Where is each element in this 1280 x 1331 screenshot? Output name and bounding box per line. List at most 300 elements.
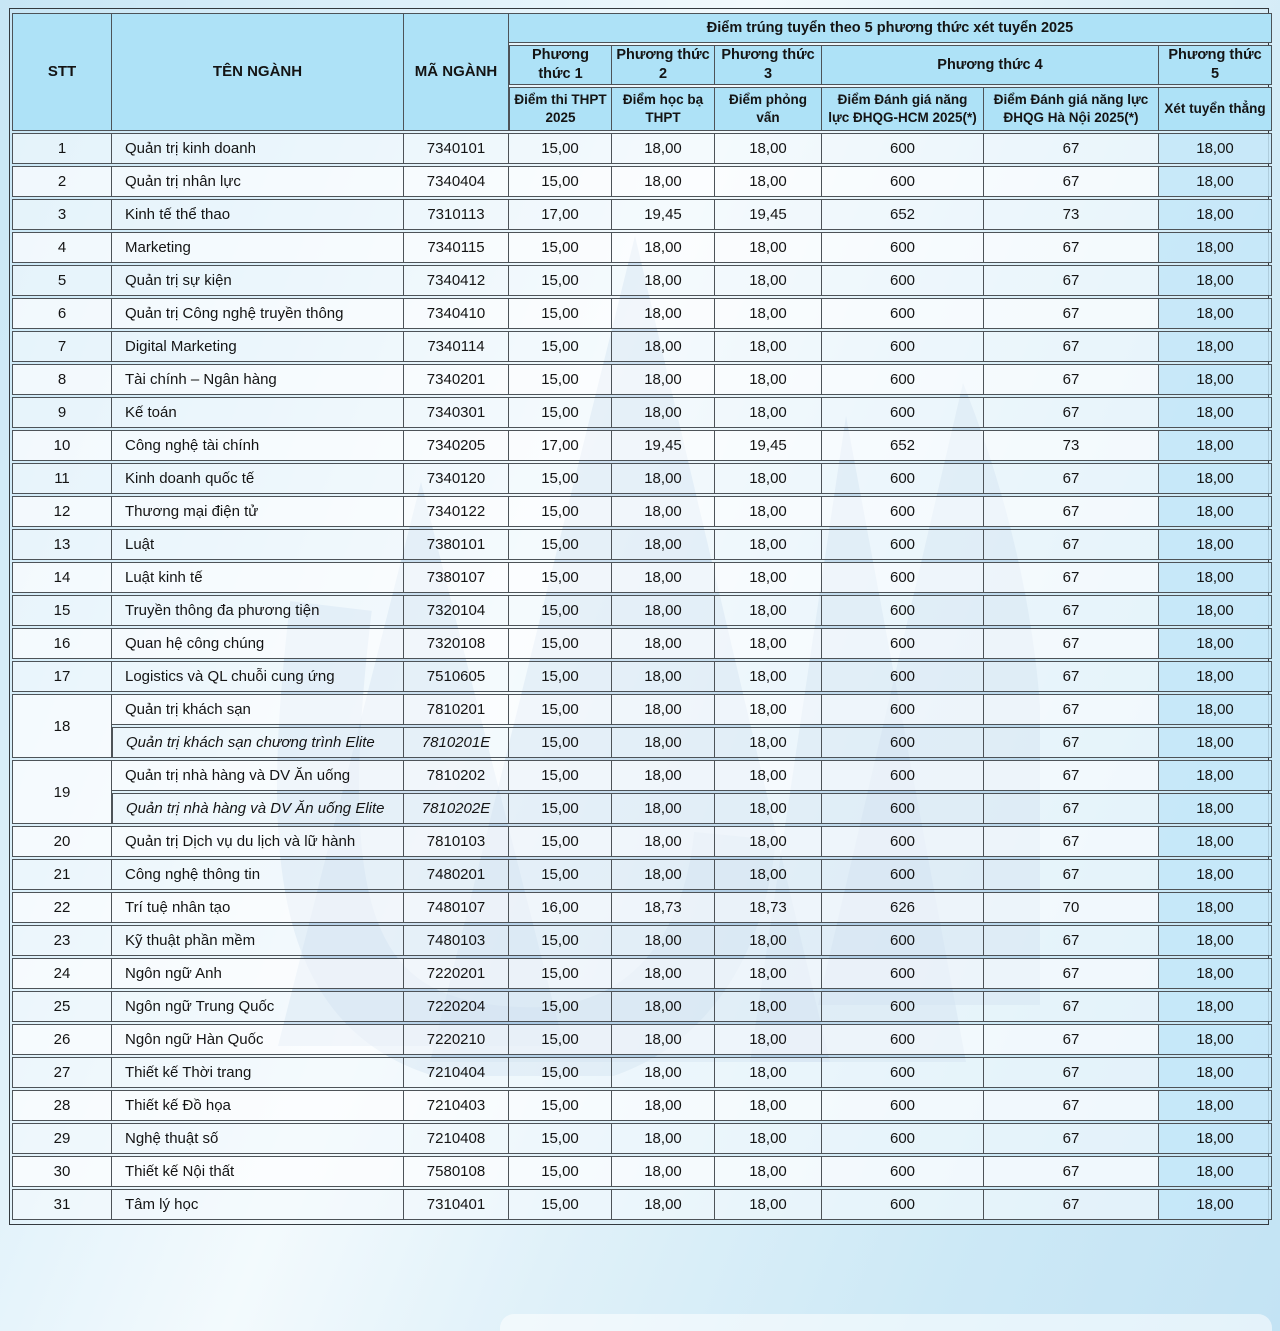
score-cell: 18,00 [1159, 1057, 1272, 1088]
major-name-cell: Kinh doanh quốc tế [112, 463, 404, 494]
score-cell: 18,00 [612, 1090, 715, 1121]
method-2-header: Phương thức 2 [612, 45, 715, 85]
major-name-cell: Luật kinh tế [112, 562, 404, 593]
table-row [12, 925, 1272, 956]
score-cell: 67 [984, 595, 1159, 626]
score-cell: 18,00 [612, 1189, 715, 1220]
major-name-cell: Ngôn ngữ Trung Quốc [112, 991, 404, 1022]
table-row [12, 199, 1272, 230]
score-cell: 18,00 [1159, 925, 1272, 956]
stt-cell: 16 [12, 628, 112, 659]
score-cell: 18,73 [612, 892, 715, 923]
score-cell: 67 [984, 1156, 1159, 1187]
major-name-cell: Quản trị sự kiện [112, 265, 404, 296]
stt-cell: 15 [12, 595, 112, 626]
score-cell: 67 [984, 364, 1159, 395]
score-cell: 18,00 [612, 265, 715, 296]
major-code-cell: 7480103 [404, 925, 509, 956]
major-code-cell: 7380107 [404, 562, 509, 593]
major-code-cell: 7810201E [404, 727, 509, 758]
score-cell: 67 [984, 727, 1159, 758]
score-cell: 18,00 [715, 133, 822, 164]
table-row [12, 529, 1272, 560]
score-cell: 18,00 [1159, 562, 1272, 593]
score-cell: 15,00 [509, 991, 612, 1022]
major-code-cell: 7210403 [404, 1090, 509, 1121]
score-cell: 600 [822, 463, 984, 494]
score-cell: 600 [822, 496, 984, 527]
table-row [12, 760, 1272, 791]
score-cell: 67 [984, 562, 1159, 593]
score-cell: 18,00 [612, 1057, 715, 1088]
score-cell: 15,00 [509, 529, 612, 560]
score-cell: 18,00 [715, 628, 822, 659]
score-cell: 18,00 [612, 166, 715, 197]
score-cell: 18,00 [715, 991, 822, 1022]
score-cell: 15,00 [509, 166, 612, 197]
score-cell: 600 [822, 298, 984, 329]
major-code-cell: 7340410 [404, 298, 509, 329]
major-name-cell: Quản trị khách sạn [112, 694, 404, 725]
score-cell: 626 [822, 892, 984, 923]
score-cell: 18,00 [715, 463, 822, 494]
stt-cell: 29 [12, 1123, 112, 1154]
major-name-cell: Quản trị nhà hàng và DV Ăn uống [112, 760, 404, 791]
stt-cell: 10 [12, 430, 112, 461]
score-cell: 18,00 [715, 925, 822, 956]
score-cell: 600 [822, 727, 984, 758]
table-row [12, 859, 1272, 890]
column-header-ma-nganh: MÃ NGÀNH [404, 13, 509, 131]
score-cell: 15,00 [509, 298, 612, 329]
score-cell: 17,00 [509, 430, 612, 461]
major-name-cell: Trí tuệ nhân tạo [112, 892, 404, 923]
table-row [12, 166, 1272, 197]
score-cell: 15,00 [509, 496, 612, 527]
score-cell: 600 [822, 925, 984, 956]
subheader-dgnl-hcm: Điểm Đánh giá năng lực ĐHQG-HCM 2025(*) [822, 87, 984, 131]
major-name-cell: Kinh tế thể thao [112, 199, 404, 230]
score-cell: 67 [984, 529, 1159, 560]
major-code-cell: 7310113 [404, 199, 509, 230]
stt-cell: 9 [12, 397, 112, 428]
stt-cell: 19 [12, 760, 112, 824]
score-cell: 600 [822, 694, 984, 725]
score-cell: 67 [984, 397, 1159, 428]
score-cell: 600 [822, 958, 984, 989]
major-code-cell: 7340101 [404, 133, 509, 164]
score-cell: 18,00 [1159, 595, 1272, 626]
score-cell: 18,00 [1159, 265, 1272, 296]
major-code-cell: 7810202E [404, 793, 509, 824]
score-cell: 18,00 [715, 826, 822, 857]
score-cell: 67 [984, 463, 1159, 494]
table-row [12, 826, 1272, 857]
score-cell: 18,00 [1159, 397, 1272, 428]
score-cell: 16,00 [509, 892, 612, 923]
score-cell: 18,00 [715, 529, 822, 560]
major-name-cell: Thiết kế Thời trang [112, 1057, 404, 1088]
score-cell: 18,00 [715, 166, 822, 197]
major-name-cell: Tâm lý học [112, 1189, 404, 1220]
score-cell: 18,00 [1159, 958, 1272, 989]
major-code-cell: 7320108 [404, 628, 509, 659]
table-row [12, 661, 1272, 692]
score-cell: 15,00 [509, 1057, 612, 1088]
score-cell: 18,00 [1159, 1189, 1272, 1220]
score-cell: 15,00 [509, 397, 612, 428]
table-row [12, 463, 1272, 494]
score-cell: 18,00 [715, 760, 822, 791]
score-cell: 67 [984, 1189, 1159, 1220]
score-cell: 18,00 [715, 793, 822, 824]
score-cell: 15,00 [509, 562, 612, 593]
score-cell: 18,00 [612, 133, 715, 164]
score-cell: 18,00 [612, 694, 715, 725]
table-row [12, 562, 1272, 593]
table-row [12, 298, 1272, 329]
score-cell: 67 [984, 793, 1159, 824]
score-cell: 73 [984, 430, 1159, 461]
score-cell: 18,00 [612, 826, 715, 857]
score-cell: 18,00 [612, 364, 715, 395]
table-row [12, 397, 1272, 428]
score-cell: 15,00 [509, 133, 612, 164]
major-code-cell: 7340114 [404, 331, 509, 362]
score-cell: 15,00 [509, 694, 612, 725]
score-cell: 67 [984, 1057, 1159, 1088]
score-cell: 18,00 [1159, 166, 1272, 197]
stt-cell: 5 [12, 265, 112, 296]
score-cell: 67 [984, 628, 1159, 659]
score-cell: 18,00 [1159, 1090, 1272, 1121]
score-cell: 600 [822, 232, 984, 263]
stt-cell: 6 [12, 298, 112, 329]
major-name-cell: Marketing [112, 232, 404, 263]
score-cell: 600 [822, 859, 984, 890]
stt-cell: 28 [12, 1090, 112, 1121]
score-cell: 18,00 [715, 1057, 822, 1088]
major-name-cell: Logistics và QL chuỗi cung ứng [112, 661, 404, 692]
major-name-cell: Ngôn ngữ Anh [112, 958, 404, 989]
score-cell: 15,00 [509, 925, 612, 956]
major-name-cell: Digital Marketing [112, 331, 404, 362]
score-cell: 600 [822, 760, 984, 791]
stt-cell: 26 [12, 1024, 112, 1055]
major-name-cell: Ngôn ngữ Hàn Quốc [112, 1024, 404, 1055]
table-row [12, 958, 1272, 989]
score-cell: 67 [984, 496, 1159, 527]
major-code-cell: 7340122 [404, 496, 509, 527]
table-row [12, 694, 1272, 725]
score-cell: 18,00 [715, 661, 822, 692]
score-cell: 67 [984, 991, 1159, 1022]
major-name-cell: Quản trị nhân lực [112, 166, 404, 197]
score-cell: 18,00 [715, 364, 822, 395]
score-cell: 18,00 [1159, 1024, 1272, 1055]
score-cell: 18,00 [612, 859, 715, 890]
score-cell: 15,00 [509, 661, 612, 692]
score-cell: 15,00 [509, 595, 612, 626]
score-cell: 18,00 [612, 925, 715, 956]
score-cell: 18,00 [1159, 727, 1272, 758]
bottom-card-edge [500, 1314, 1272, 1331]
score-cell: 15,00 [509, 265, 612, 296]
score-cell: 67 [984, 331, 1159, 362]
score-cell: 18,00 [715, 298, 822, 329]
score-cell: 600 [822, 628, 984, 659]
score-cell: 18,00 [612, 628, 715, 659]
score-cell: 18,00 [612, 529, 715, 560]
major-code-cell: 7340205 [404, 430, 509, 461]
score-cell: 18,00 [612, 331, 715, 362]
score-cell: 18,00 [1159, 430, 1272, 461]
method-5-header: Phương thức 5 [1159, 45, 1272, 85]
score-cell: 18,00 [715, 331, 822, 362]
major-name-cell: Quản trị Công nghệ truyền thông [112, 298, 404, 329]
stt-cell: 8 [12, 364, 112, 395]
score-cell: 67 [984, 298, 1159, 329]
score-cell: 600 [822, 1057, 984, 1088]
stt-cell: 25 [12, 991, 112, 1022]
score-cell: 600 [822, 364, 984, 395]
table-row [12, 1123, 1272, 1154]
group-header-title: Điểm trúng tuyển theo 5 phương thức xét tuyển 2025 [509, 13, 1272, 43]
score-cell: 67 [984, 958, 1159, 989]
score-cell: 15,00 [509, 826, 612, 857]
score-cell: 18,00 [1159, 661, 1272, 692]
score-cell: 73 [984, 199, 1159, 230]
table-row [12, 331, 1272, 362]
major-name-cell: Quan hệ công chúng [112, 628, 404, 659]
subheader-interview-score: Điểm phỏng vấn [715, 87, 822, 131]
admissions-table-frame [9, 8, 1269, 1225]
stt-cell: 2 [12, 166, 112, 197]
score-cell: 18,00 [612, 232, 715, 263]
major-name-cell: Thiết kế Đồ họa [112, 1090, 404, 1121]
major-code-cell: 7810103 [404, 826, 509, 857]
score-cell: 15,00 [509, 1123, 612, 1154]
score-cell: 18,00 [1159, 298, 1272, 329]
score-cell: 18,00 [1159, 496, 1272, 527]
stt-cell: 20 [12, 826, 112, 857]
score-cell: 18,00 [612, 991, 715, 1022]
score-cell: 70 [984, 892, 1159, 923]
score-cell: 67 [984, 133, 1159, 164]
score-cell: 18,00 [612, 1123, 715, 1154]
method-1-header: Phương thức 1 [509, 45, 612, 85]
score-cell: 652 [822, 199, 984, 230]
score-cell: 18,00 [1159, 1123, 1272, 1154]
score-cell: 600 [822, 1090, 984, 1121]
score-cell: 600 [822, 1189, 984, 1220]
major-name-cell: Quản trị khách sạn chương trình Elite [112, 727, 404, 758]
score-cell: 15,00 [509, 1090, 612, 1121]
stt-cell: 22 [12, 892, 112, 923]
major-code-cell: 7340301 [404, 397, 509, 428]
score-cell: 18,00 [1159, 892, 1272, 923]
score-cell: 18,00 [612, 793, 715, 824]
score-cell: 600 [822, 331, 984, 362]
major-name-cell: Truyền thông đa phương tiện [112, 595, 404, 626]
score-cell: 600 [822, 166, 984, 197]
score-cell: 600 [822, 265, 984, 296]
major-code-cell: 7220210 [404, 1024, 509, 1055]
score-cell: 600 [822, 562, 984, 593]
score-cell: 18,00 [715, 859, 822, 890]
major-name-cell: Quản trị kinh doanh [112, 133, 404, 164]
score-cell: 18,00 [1159, 859, 1272, 890]
score-cell: 19,45 [612, 199, 715, 230]
score-cell: 15,00 [509, 760, 612, 791]
major-code-cell: 7340120 [404, 463, 509, 494]
table-row [12, 430, 1272, 461]
score-cell: 67 [984, 859, 1159, 890]
stt-cell: 12 [12, 496, 112, 527]
score-cell: 600 [822, 1123, 984, 1154]
score-cell: 67 [984, 760, 1159, 791]
score-cell: 15,00 [509, 331, 612, 362]
score-cell: 18,00 [612, 298, 715, 329]
score-cell: 18,00 [1159, 529, 1272, 560]
table-row [12, 595, 1272, 626]
score-cell: 18,00 [1159, 232, 1272, 263]
stt-cell: 17 [12, 661, 112, 692]
major-name-cell: Quản trị nhà hàng và DV Ăn uống Elite [112, 793, 404, 824]
major-code-cell: 7340201 [404, 364, 509, 395]
score-cell: 600 [822, 397, 984, 428]
score-cell: 18,00 [1159, 463, 1272, 494]
score-cell: 19,45 [715, 430, 822, 461]
stt-cell: 11 [12, 463, 112, 494]
major-name-cell: Công nghệ thông tin [112, 859, 404, 890]
method-3-header: Phương thức 3 [715, 45, 822, 85]
score-cell: 18,00 [612, 661, 715, 692]
subheader-transcript-score: Điểm học bạ THPT [612, 87, 715, 131]
score-cell: 18,00 [1159, 1156, 1272, 1187]
score-cell: 18,00 [1159, 331, 1272, 362]
score-cell: 18,00 [715, 727, 822, 758]
score-cell: 18,00 [715, 1156, 822, 1187]
major-name-cell: Nghệ thuật số [112, 1123, 404, 1154]
score-cell: 15,00 [509, 1189, 612, 1220]
table-row [12, 628, 1272, 659]
major-code-cell: 7480107 [404, 892, 509, 923]
table-row [12, 1156, 1272, 1187]
table-row [12, 991, 1272, 1022]
score-cell: 18,00 [1159, 199, 1272, 230]
score-cell: 18,00 [1159, 826, 1272, 857]
table-header [12, 13, 1272, 131]
score-cell: 18,73 [715, 892, 822, 923]
score-cell: 18,00 [1159, 364, 1272, 395]
stt-cell: 4 [12, 232, 112, 263]
score-cell: 17,00 [509, 199, 612, 230]
score-cell: 600 [822, 529, 984, 560]
score-cell: 19,45 [715, 199, 822, 230]
stt-cell: 24 [12, 958, 112, 989]
table-row [12, 1057, 1272, 1088]
major-code-cell: 7580108 [404, 1156, 509, 1187]
major-name-cell: Luật [112, 529, 404, 560]
table-row [12, 364, 1272, 395]
score-cell: 18,00 [612, 595, 715, 626]
score-cell: 18,00 [1159, 793, 1272, 824]
score-cell: 15,00 [509, 232, 612, 263]
score-cell: 600 [822, 595, 984, 626]
score-cell: 15,00 [509, 1156, 612, 1187]
major-code-cell: 7340404 [404, 166, 509, 197]
major-code-cell: 7310401 [404, 1189, 509, 1220]
score-cell: 600 [822, 661, 984, 692]
stt-cell: 23 [12, 925, 112, 956]
score-cell: 18,00 [715, 694, 822, 725]
score-cell: 600 [822, 133, 984, 164]
major-code-cell: 7380101 [404, 529, 509, 560]
stt-cell: 18 [12, 694, 112, 758]
score-cell: 18,00 [612, 1156, 715, 1187]
major-name-cell: Công nghệ tài chính [112, 430, 404, 461]
table-row [12, 1090, 1272, 1121]
stt-cell: 13 [12, 529, 112, 560]
score-cell: 18,00 [612, 727, 715, 758]
score-cell: 18,00 [612, 496, 715, 527]
major-code-cell: 7510605 [404, 661, 509, 692]
table-row [12, 232, 1272, 263]
major-code-cell: 7320104 [404, 595, 509, 626]
score-cell: 15,00 [509, 859, 612, 890]
score-cell: 15,00 [509, 958, 612, 989]
score-cell: 18,00 [715, 1123, 822, 1154]
major-code-cell: 7810202 [404, 760, 509, 791]
score-cell: 18,00 [715, 496, 822, 527]
score-cell: 67 [984, 1123, 1159, 1154]
major-code-cell: 7810201 [404, 694, 509, 725]
score-cell: 67 [984, 265, 1159, 296]
score-cell: 600 [822, 793, 984, 824]
admissions-score-table [12, 11, 1272, 1222]
major-name-cell: Kỹ thuật phần mềm [112, 925, 404, 956]
score-cell: 19,45 [612, 430, 715, 461]
stt-cell: 1 [12, 133, 112, 164]
subheader-direct-admission: Xét tuyển thẳng [1159, 87, 1272, 131]
score-cell: 15,00 [509, 727, 612, 758]
table-row [12, 727, 1272, 758]
score-cell: 18,00 [1159, 760, 1272, 791]
score-cell: 67 [984, 1024, 1159, 1055]
score-cell: 18,00 [612, 760, 715, 791]
major-code-cell: 7210408 [404, 1123, 509, 1154]
score-cell: 67 [984, 826, 1159, 857]
stt-cell: 27 [12, 1057, 112, 1088]
score-cell: 18,00 [715, 562, 822, 593]
score-cell: 652 [822, 430, 984, 461]
table-row [12, 496, 1272, 527]
score-cell: 15,00 [509, 364, 612, 395]
score-cell: 18,00 [715, 1189, 822, 1220]
score-cell: 67 [984, 661, 1159, 692]
score-cell: 18,00 [715, 265, 822, 296]
score-cell: 67 [984, 694, 1159, 725]
score-cell: 15,00 [509, 1024, 612, 1055]
score-cell: 600 [822, 826, 984, 857]
stt-cell: 3 [12, 199, 112, 230]
score-cell: 15,00 [509, 793, 612, 824]
score-cell: 18,00 [1159, 628, 1272, 659]
stt-cell: 21 [12, 859, 112, 890]
score-cell: 67 [984, 232, 1159, 263]
major-code-cell: 7480201 [404, 859, 509, 890]
